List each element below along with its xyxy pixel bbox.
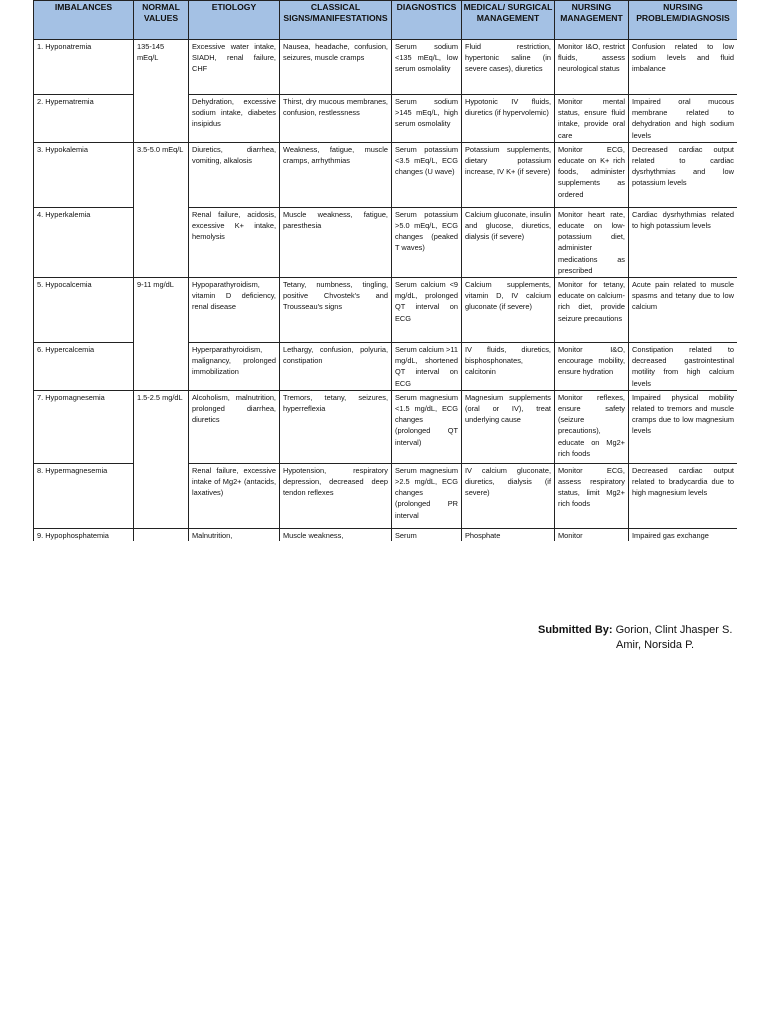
medical-cell: IV calcium gluconate, diuretics, dialysis (if severe) (462, 463, 555, 528)
nursing-mgmt-cell: Monitor ECG, assess respiratory status, limit Mg2+ rich foods (555, 463, 629, 528)
etiology-cell: Renal failure, acidosis, excessive K+ intake, hemolysis (189, 207, 280, 277)
normal-value-phosphate (134, 528, 189, 541)
diagnostics-cell: Serum potassium <3.5 mEq/L, ECG changes (U wave) (392, 142, 462, 207)
electrolyte-imbalance-table (33, 0, 737, 541)
nursing-mgmt-cell: Monitor reflexes, ensure safety (seizure precautions), educate on Mg2+ rich foods (555, 390, 629, 463)
submitted-by-label: Submitted By: (538, 624, 613, 636)
etiology-cell: Renal failure, excessive intake of Mg2+ (antacids, laxatives) (189, 463, 280, 528)
imbalance-cell: 9. Hypophosphatemia (34, 528, 134, 541)
nursing-mgmt-cell: Monitor I&O, encourage mobility, ensure hydration (555, 343, 629, 391)
normal-value-sodium: 135-145 mEq/L (134, 40, 189, 143)
header-etiology: ETIOLOGY (189, 1, 280, 40)
nursing-diagnosis-cell: Impaired oral mucous membrane related to dehydration and high sodium levels (629, 95, 738, 143)
nursing-diagnosis-cell: Acute pain related to muscle spasms and tetany due to low calcium (629, 278, 738, 343)
medical-cell: Calcium gluconate, insulin and glucose, diuretics, dialysis (if severe) (462, 207, 555, 277)
nursing-diagnosis-cell: Constipation related to decreased gastrointestinal motility from high calcium levels (629, 343, 738, 391)
medical-cell: Magnesium supplements (oral or IV), treat underlying cause (462, 390, 555, 463)
nursing-diagnosis-cell: Cardiac dysrhythmias related to high potassium levels (629, 207, 738, 277)
submitter-name-2: Amir, Norsida P. (616, 639, 695, 651)
normal-value-calcium: 9-11 mg/dL (134, 278, 189, 391)
diagnostics-cell: Serum (392, 528, 462, 541)
imbalance-cell: 3. Hypokalemia (34, 142, 134, 207)
diagnostics-cell: Serum calcium >11 mg/dL, shortened QT interval on ECG (392, 343, 462, 391)
imbalance-cell: 6. Hypercalcemia (34, 343, 134, 391)
medical-cell: Hypotonic IV fluids, diuretics (if hypervolemic) (462, 95, 555, 143)
signs-cell: Lethargy, confusion, polyuria, constipation (280, 343, 392, 391)
nursing-diagnosis-cell: Impaired gas exchange (629, 528, 738, 541)
nursing-diagnosis-cell: Confusion related to low sodium levels and fluid imbalance (629, 40, 738, 95)
imbalance-cell: 4. Hyperkalemia (34, 207, 134, 277)
nursing-diagnosis-cell: Impaired physical mobility related to tremors and muscle cramps due to low magnesium levels (629, 390, 738, 463)
diagnostics-cell: Serum potassium >5.0 mEq/L, ECG changes (peaked T waves) (392, 207, 462, 277)
table-row (34, 40, 738, 95)
imbalance-cell: 1. Hyponatremia (34, 40, 134, 95)
header-medical-surgical: MEDICAL/ SURGICAL MANAGEMENT (462, 1, 555, 40)
diagnostics-cell: Serum calcium <9 mg/dL, prolonged QT interval on ECG (392, 278, 462, 343)
signs-cell: Tetany, numbness, tingling, positive Chvostek's and Trousseau's signs (280, 278, 392, 343)
submitted-by-block (538, 623, 748, 653)
nursing-mgmt-cell: Monitor for tetany, educate on calcium-rich diet, provide seizure precautions (555, 278, 629, 343)
table-row (34, 142, 738, 207)
medical-cell: Fluid restriction, hypertonic saline (in severe cases), diuretics (462, 40, 555, 95)
signs-cell: Muscle weakness, (280, 528, 392, 541)
nursing-diagnosis-cell: Decreased cardiac output related to cardiac dysrhythmias and low potassium levels (629, 142, 738, 207)
normal-value-magnesium: 1.5-2.5 mg/dL (134, 390, 189, 528)
header-diagnostics: DIAGNOSTICS (392, 1, 462, 40)
medical-cell: Calcium supplements, vitamin D, IV calcium gluconate (if severe) (462, 278, 555, 343)
nursing-mgmt-cell: Monitor ECG, educate on K+ rich foods, administer supplements as ordered (555, 142, 629, 207)
etiology-cell: Excessive water intake, SIADH, renal failure, CHF (189, 40, 280, 95)
submitted-by-line (538, 623, 748, 638)
etiology-cell: Dehydration, excessive sodium intake, diabetes insipidus (189, 95, 280, 143)
diagnostics-cell: Serum magnesium >2.5 mg/dL, ECG changes (prolonged PR interval (392, 463, 462, 528)
imbalance-cell: 8. Hypermagnesemia (34, 463, 134, 528)
diagnostics-cell: Serum magnesium <1.5 mg/dL, ECG changes (prolonged QT interval) (392, 390, 462, 463)
imbalance-cell: 2. Hypernatremia (34, 95, 134, 143)
header-classical-signs: CLASSICAL SIGNS/MANIFESTATIONS (280, 1, 392, 40)
header-nursing-management: NURSING MANAGEMENT (555, 1, 629, 40)
imbalance-cell: 5. Hypocalcemia (34, 278, 134, 343)
etiology-cell: Malnutrition, (189, 528, 280, 541)
medical-cell: Potassium supplements, dietary potassium increase, IV K+ (if severe) (462, 142, 555, 207)
normal-value-potassium: 3.5-5.0 mEq/L (134, 142, 189, 277)
imbalance-cell: 7. Hypomagnesemia (34, 390, 134, 463)
table-container (33, 0, 737, 541)
medical-cell: IV fluids, diuretics, bisphosphonates, calcitonin (462, 343, 555, 391)
signs-cell: Weakness, fatigue, muscle cramps, arrhythmias (280, 142, 392, 207)
table-row (34, 278, 738, 343)
header-nursing-diagnosis: NURSING PROBLEM/DIAGNOSIS (629, 1, 738, 40)
medical-cell: Phosphate (462, 528, 555, 541)
submitter-name-1: Gorion, Clint Jhasper S. (615, 624, 733, 636)
etiology-cell: Hyperparathyroidism, malignancy, prolonged immobilization (189, 343, 280, 391)
signs-cell: Hypotension, respiratory depression, decreased deep tendon reflexes (280, 463, 392, 528)
signs-cell: Muscle weakness, fatigue, paresthesia (280, 207, 392, 277)
table-row (34, 390, 738, 463)
nursing-mgmt-cell: Monitor I&O, restrict fluids, assess neurological status (555, 40, 629, 95)
nursing-mgmt-cell: Monitor heart rate, educate on low-potassium diet, administer medications as prescribed (555, 207, 629, 277)
table-header-row (34, 1, 738, 40)
header-imbalances: IMBALANCES (34, 1, 134, 40)
nursing-diagnosis-cell: Decreased cardiac output related to bradycardia due to high magnesium levels (629, 463, 738, 528)
table-row (34, 528, 738, 541)
diagnostics-cell: Serum sodium <135 mEq/L, low serum osmolality (392, 40, 462, 95)
nursing-mgmt-cell: Monitor (555, 528, 629, 541)
signs-cell: Thirst, dry mucous membranes, confusion, restlessness (280, 95, 392, 143)
nursing-mgmt-cell: Monitor mental status, ensure fluid intake, provide oral care (555, 95, 629, 143)
signs-cell: Nausea, headache, confusion, seizures, muscle cramps (280, 40, 392, 95)
etiology-cell: Hypoparathyroidism, vitamin D deficiency, renal disease (189, 278, 280, 343)
etiology-cell: Alcoholism, malnutrition, prolonged diarrhea, diuretics (189, 390, 280, 463)
etiology-cell: Diuretics, diarrhea, vomiting, alkalosis (189, 142, 280, 207)
signs-cell: Tremors, tetany, seizures, hyperreflexia (280, 390, 392, 463)
diagnostics-cell: Serum sodium >145 mEq/L, high serum osmolality (392, 95, 462, 143)
header-normal-values: NORMAL VALUES (134, 1, 189, 40)
